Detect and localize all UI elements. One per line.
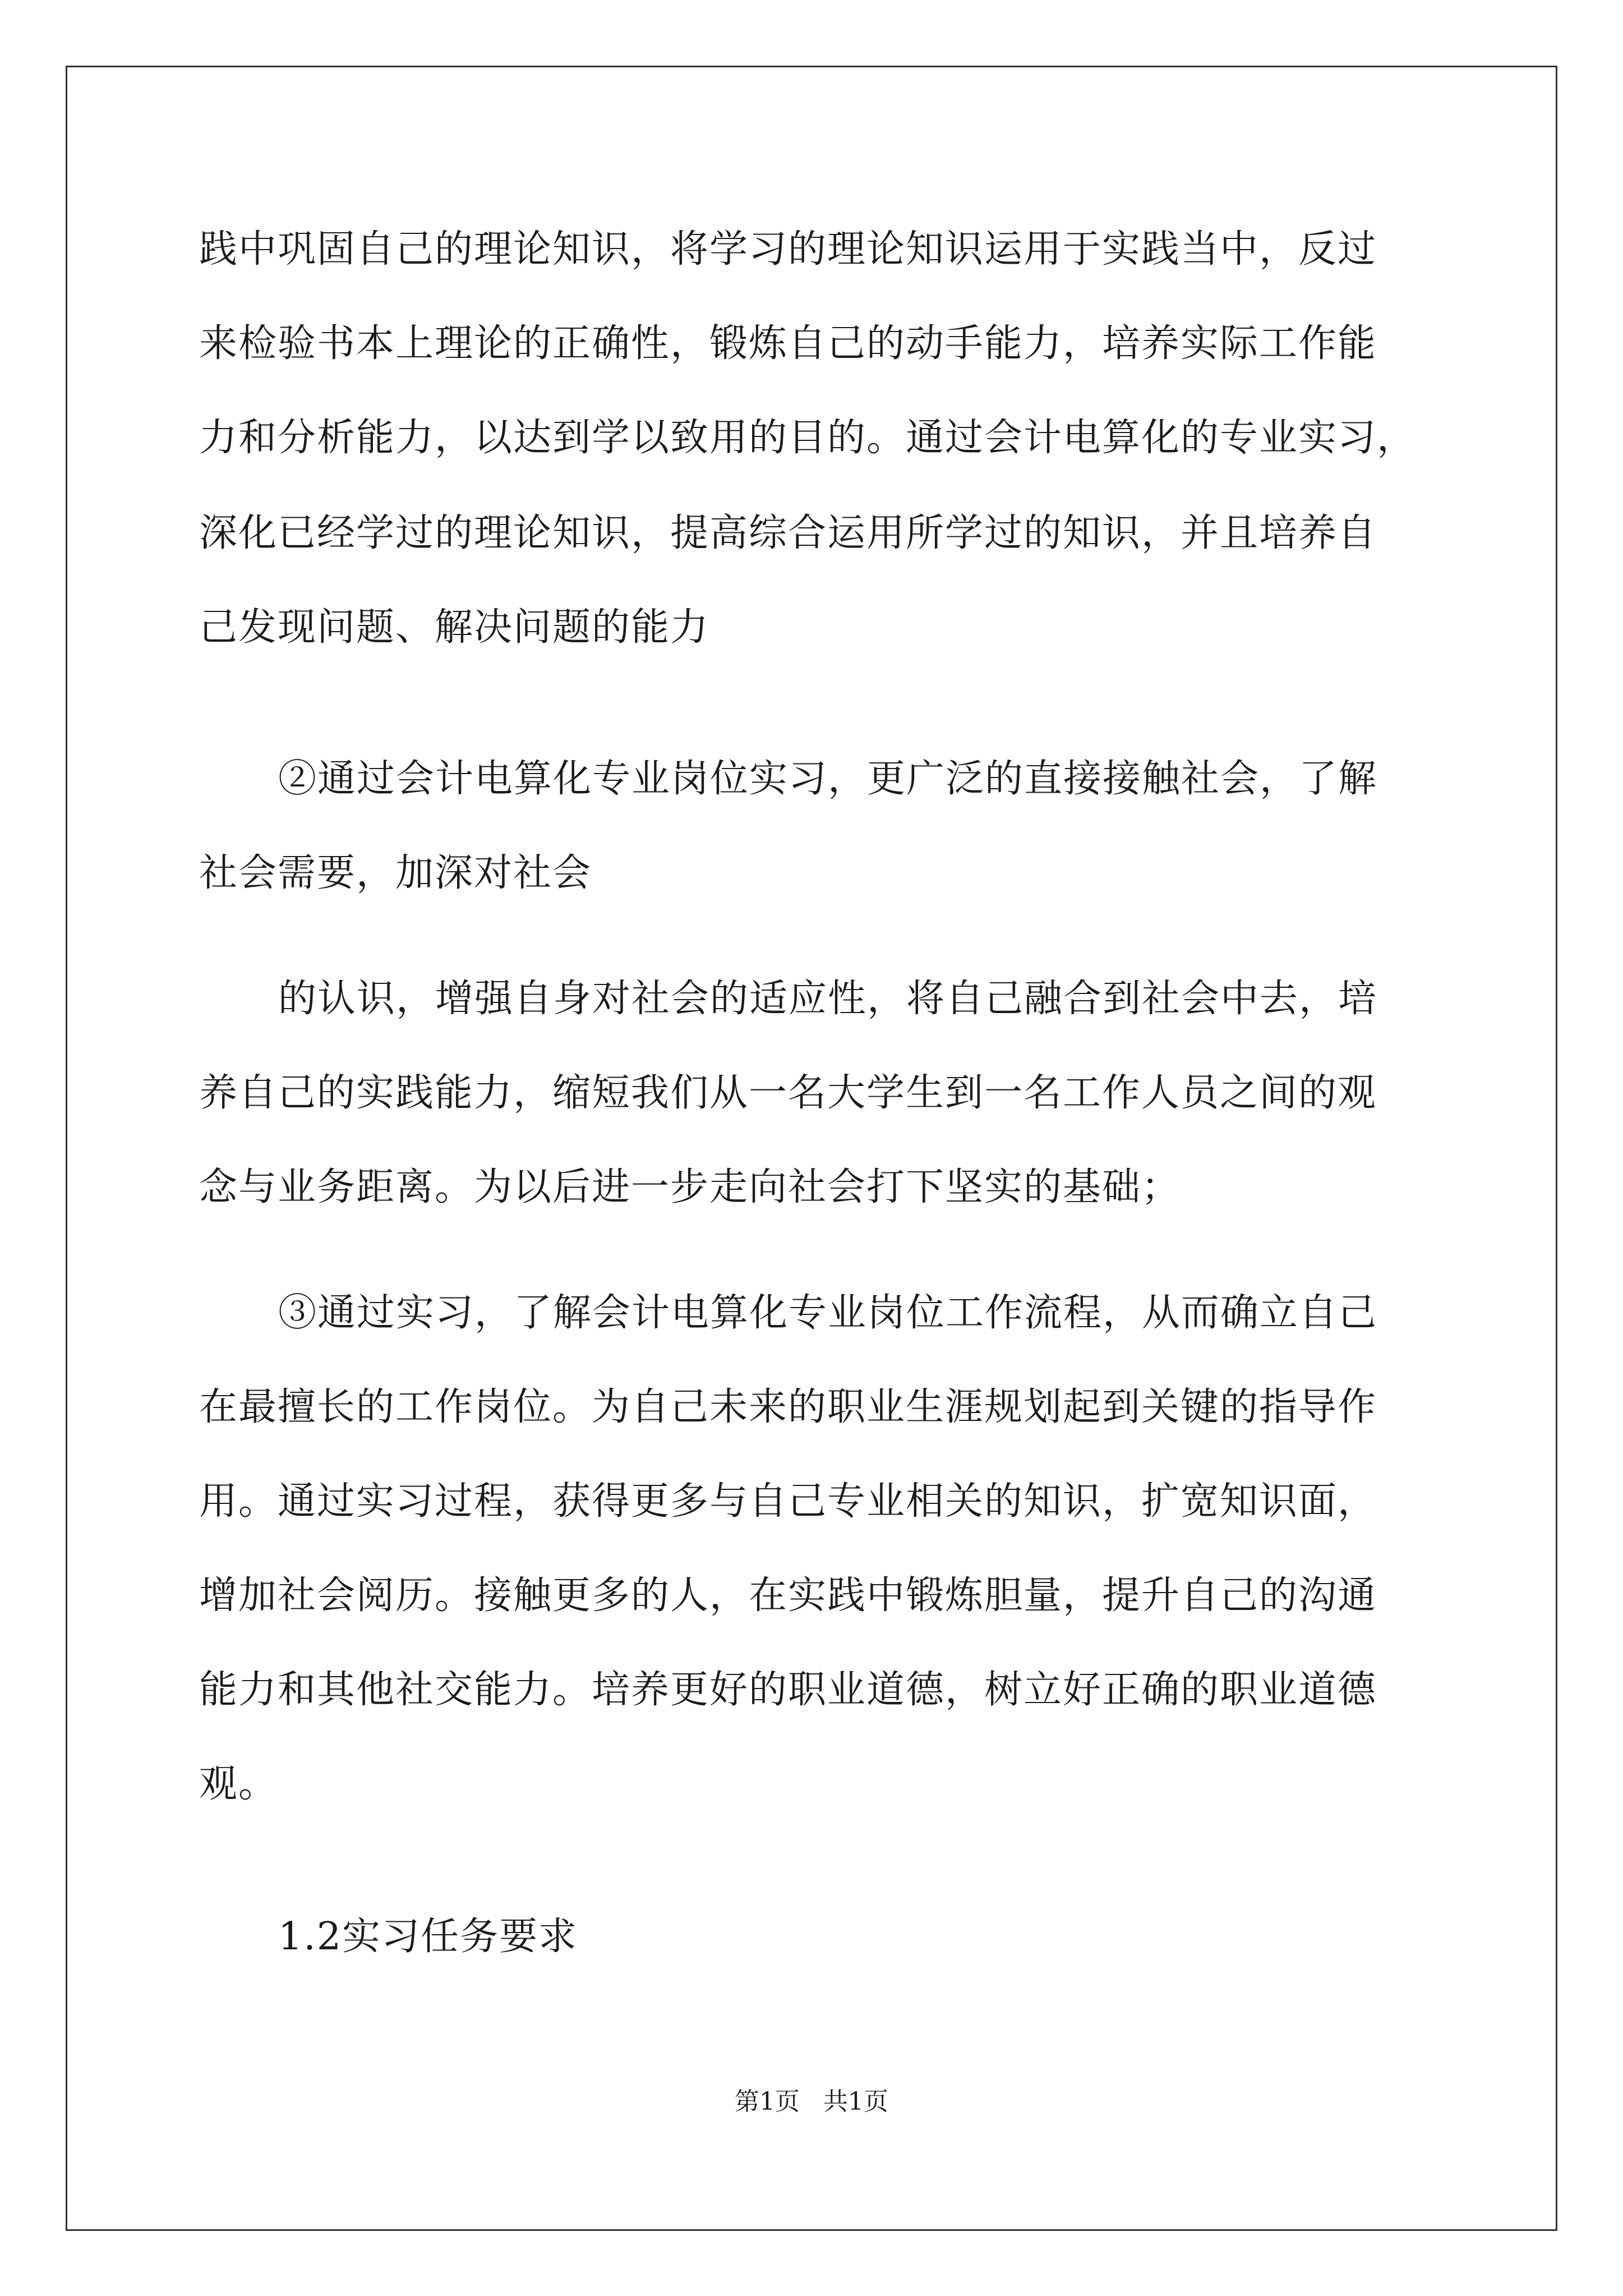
text-line: 的认识，增强自身对社会的适应性，将自己融合到社会中去，培 — [278, 977, 1378, 1021]
text-line: ③通过实习，了解会计电算化专业岗位工作流程，从而确立自己 — [278, 1291, 1378, 1335]
page-number-footer: 第1页 共1页 — [735, 2087, 888, 2116]
text-line: 己发现问题、解决问题的能力 — [199, 605, 710, 650]
page-border — [66, 66, 1557, 2231]
text-line: 增加社会阅历。接触更多的人，在实践中锻炼胆量，提升自己的沟通 — [199, 1573, 1377, 1618]
text-line: 用。通过实习过程，获得更多与自己专业相关的知识，扩宽知识面， — [199, 1479, 1377, 1524]
text-line: 社会需要，加深对社会 — [199, 851, 592, 895]
text-line: 力和分析能力，以达到学以致用的目的。通过会计电算化的专业实习， — [199, 416, 1417, 460]
text-line: 养自己的实践能力，缩短我们从一名大学生到一名工作人员之间的观 — [199, 1071, 1377, 1115]
text-line: 践中巩固自己的理论知识，将学习的理论知识运用于实践当中，反过 — [199, 227, 1377, 272]
text-line: 观。 — [199, 1762, 278, 1806]
text-line: 念与业务距离。为以后进一步走向社会打下坚实的基础； — [199, 1165, 1181, 1209]
text-line: 在最擅长的工作岗位。为自己未来的职业生涯规划起到关键的指导作 — [199, 1385, 1377, 1429]
text-line: 深化已经学过的理论知识，提高综合运用所学过的知识，并且培养自 — [199, 511, 1377, 555]
text-line: 来检验书本上理论的正确性，锻炼自己的动手能力，培养实际工作能 — [199, 321, 1377, 366]
text-line: ②通过会计电算化专业岗位实习，更广泛的直接接触社会，了解 — [278, 757, 1378, 801]
section-heading: 1.2实习任务要求 — [278, 1915, 578, 1959]
text-line: 能力和其他社交能力。培养更好的职业道德，树立好正确的职业道德 — [199, 1668, 1377, 1712]
